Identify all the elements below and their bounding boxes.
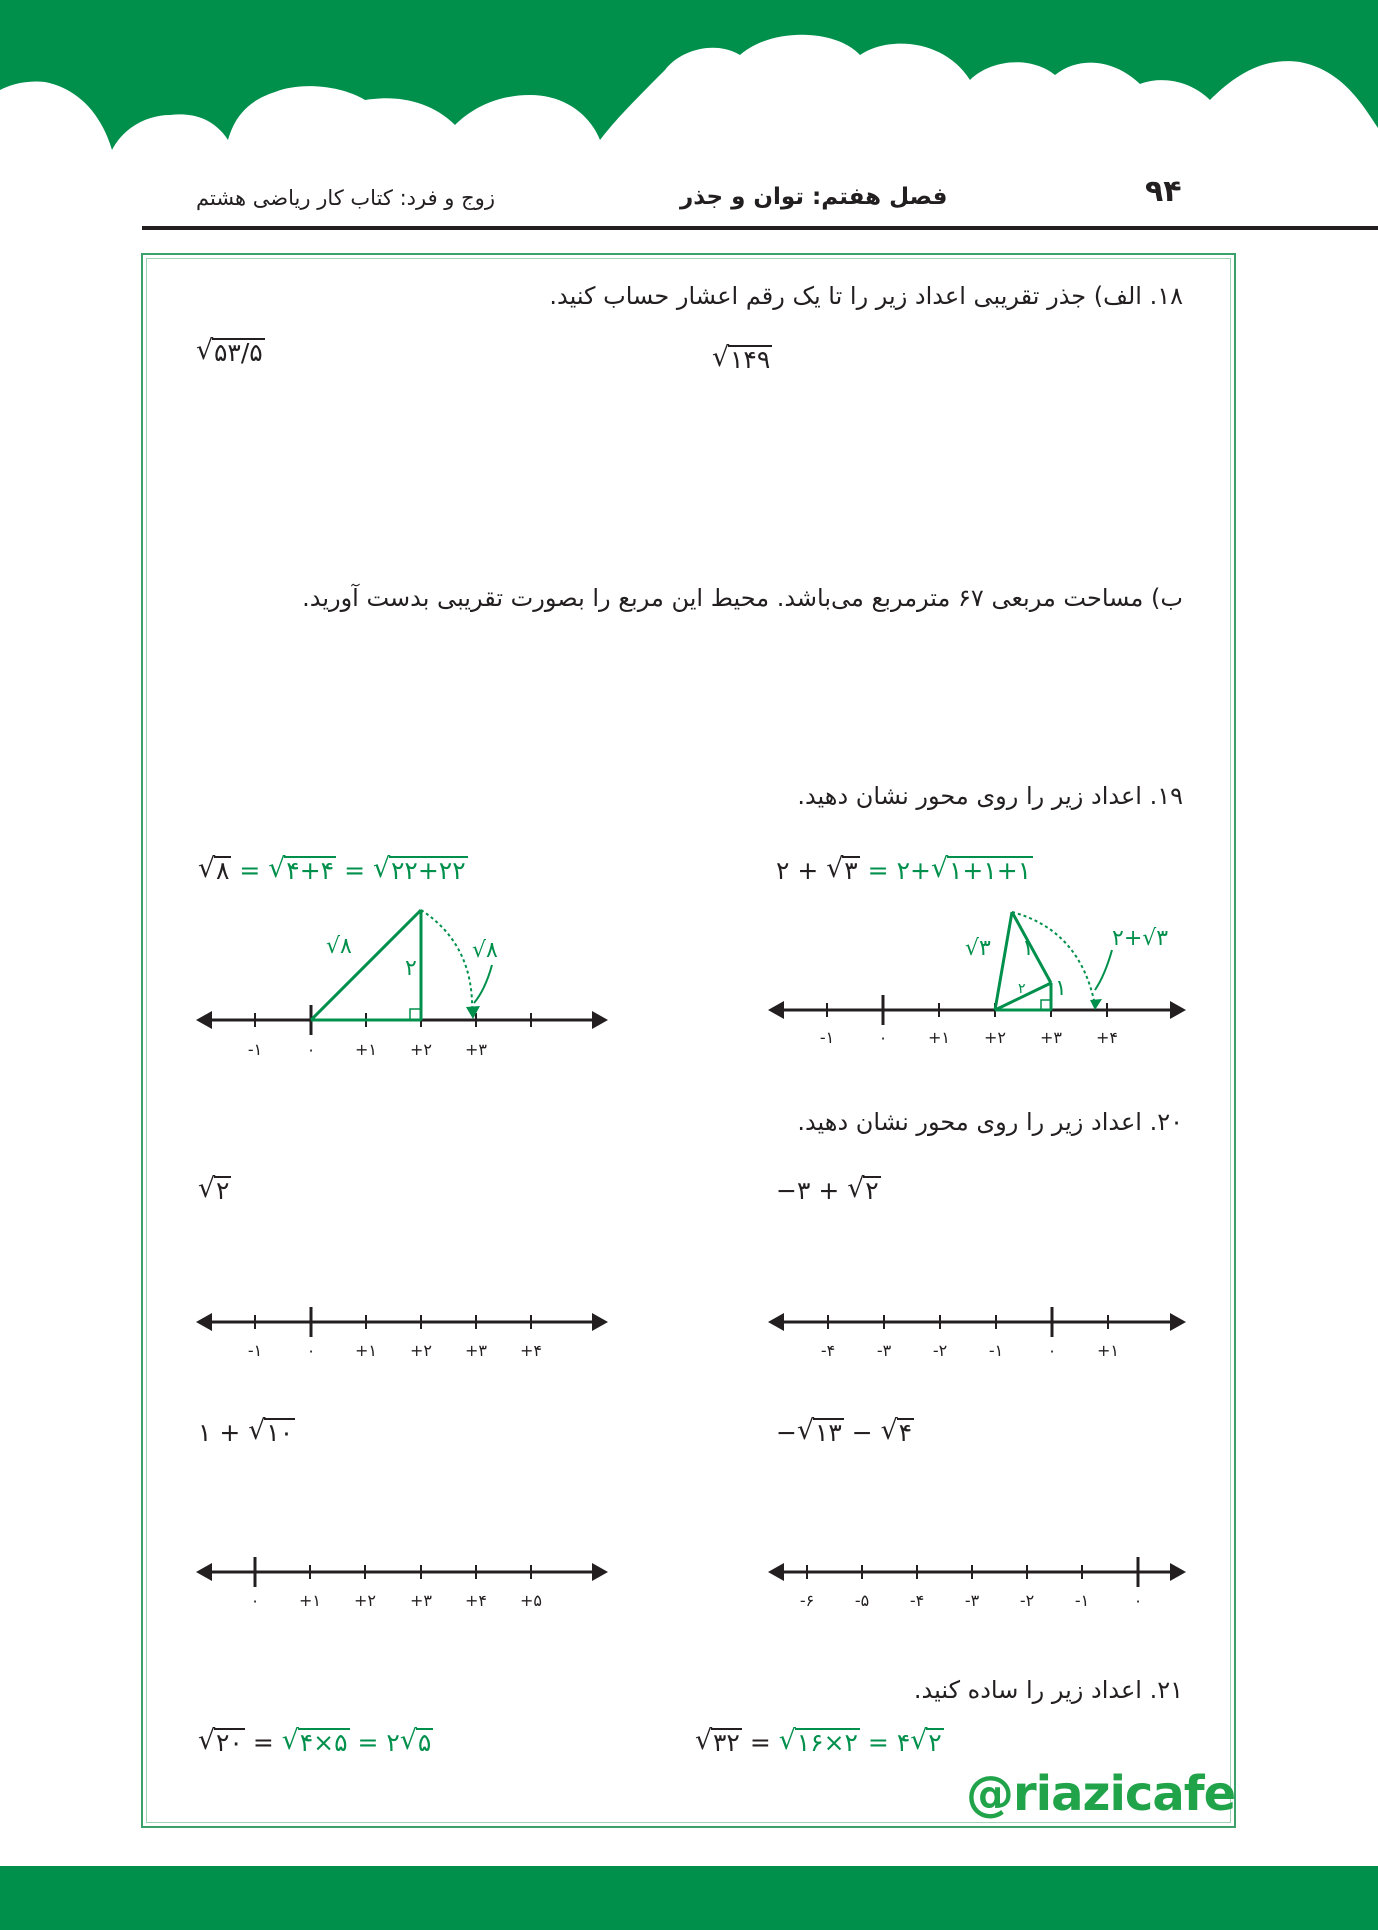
tick-label: ۰ bbox=[1047, 1341, 1057, 1360]
watermark-handle: @riazicafe bbox=[966, 1766, 1236, 1822]
header-rule bbox=[142, 226, 1378, 230]
book-title: زوج و فرد: کتاب کار ریاضی هشتم bbox=[196, 186, 495, 210]
tick-label: +۱ bbox=[299, 1591, 321, 1610]
tick-label: +۴ bbox=[1096, 1028, 1118, 1047]
q20-d-expression: ۱ + √ ۱۰ bbox=[198, 1418, 295, 1447]
header-cloud-band bbox=[0, 0, 1378, 160]
q20-d-number-line bbox=[190, 1550, 620, 1620]
question-18b-text: ب) مساحت مربعی ۶۷ مترمربع می‌باشد. محیط این مربع را بصورت تقریبی بدست آورید. bbox=[302, 584, 1183, 612]
tick-label: ۰ bbox=[250, 1591, 260, 1610]
tick-label: -۶ bbox=[799, 1591, 815, 1610]
question-20-text: ۲۰. اعداد زیر را روی محور نشان دهید. bbox=[797, 1108, 1183, 1136]
tick-label: -۴ bbox=[820, 1341, 836, 1360]
q19-left-number-line bbox=[190, 895, 620, 1065]
inner-label: ۲ bbox=[1018, 981, 1026, 997]
q20-a-expression: −۳ + √ ۲ bbox=[776, 1176, 881, 1205]
tick-label: -۵ bbox=[854, 1591, 870, 1610]
hyp-label: √۳ bbox=[965, 936, 991, 961]
tick-label: +۲ bbox=[354, 1591, 376, 1610]
q18-item-149: √ ۱۴۹ bbox=[712, 345, 772, 374]
tick-label: -۱ bbox=[819, 1028, 835, 1047]
tick-label: +۳ bbox=[465, 1341, 487, 1360]
tick-label: +۳ bbox=[465, 1040, 487, 1059]
arc-label: ۲+√۳ bbox=[1112, 926, 1169, 951]
tick-label: -۳ bbox=[964, 1591, 980, 1610]
tick-label: +۵ bbox=[520, 1591, 542, 1610]
leg-label: ۱ bbox=[1055, 976, 1067, 1001]
tick-label: ۰ bbox=[1133, 1591, 1143, 1610]
hyp-label: √۸ bbox=[326, 934, 352, 959]
q20-b-number-line bbox=[190, 1300, 620, 1370]
tick-label: -۱ bbox=[1074, 1591, 1090, 1610]
q19-left-expression: √ ۸ = √ ۴+۴ = √ ۲۲+۲۲ bbox=[198, 856, 468, 885]
question-19-text: ۱۹. اعداد زیر را روی محور نشان دهید. bbox=[797, 782, 1183, 810]
tick-label: +۲ bbox=[984, 1028, 1006, 1047]
tick-label: +۲ bbox=[410, 1040, 432, 1059]
tick-label: -۳ bbox=[876, 1341, 892, 1360]
page-number: ۹۴ bbox=[1145, 174, 1182, 209]
q21-left-expression: √ ۲۰ = √ ۴×۵ = ۲√ ۵ bbox=[198, 1728, 433, 1757]
q19-right-expression: ۲ + √ ۳ = ۲+√ ۱+۱+۱ bbox=[776, 856, 1033, 885]
tick-label: +۴ bbox=[520, 1341, 542, 1360]
q19-right-number-line bbox=[760, 895, 1210, 1055]
question-18-text: ۱۸. الف) جذر تقریبی اعداد زیر را تا یک رقم اعشار حساب کنید. bbox=[549, 282, 1183, 310]
chapter-title: فصل هفتم: توان و جذر bbox=[680, 184, 948, 210]
tick-label: +۳ bbox=[410, 1591, 432, 1610]
tick-label: +۱ bbox=[355, 1341, 377, 1360]
tick-label: +۲ bbox=[410, 1341, 432, 1360]
tick-label: +۱ bbox=[1097, 1341, 1119, 1360]
leg-label: ۲ bbox=[405, 956, 417, 981]
tick-label: +۱ bbox=[928, 1028, 950, 1047]
q21-right-expression: √ ۳۲ = √ ۱۶×۲ = ۴√ ۲ bbox=[695, 1728, 944, 1757]
tick-label: -۱ bbox=[247, 1040, 263, 1059]
tick-label: -۱ bbox=[247, 1341, 263, 1360]
tick-label: +۴ bbox=[465, 1591, 487, 1610]
tick-label: +۱ bbox=[355, 1040, 377, 1059]
tick-label: -۲ bbox=[1019, 1591, 1035, 1610]
q20-c-expression: −√ ۱۳ − √ ۴ bbox=[776, 1418, 914, 1447]
arc-label: √۸ bbox=[472, 938, 498, 963]
q18-item-53-5: √ ۵۳/۵ bbox=[196, 338, 265, 367]
q20-b-expression: √ ۲ bbox=[198, 1176, 231, 1205]
tick-label: +۳ bbox=[1040, 1028, 1062, 1047]
leg-label: ۱ bbox=[1022, 936, 1034, 961]
q20-a-number-line bbox=[760, 1300, 1210, 1370]
question-21-text: ۲۱. اعداد زیر را ساده کنید. bbox=[913, 1676, 1183, 1704]
tick-label: ۰ bbox=[306, 1040, 316, 1059]
tick-label: ۰ bbox=[878, 1028, 888, 1047]
tick-label: -۱ bbox=[988, 1341, 1004, 1360]
tick-label: -۴ bbox=[909, 1591, 925, 1610]
tick-label: -۲ bbox=[932, 1341, 948, 1360]
q20-c-number-line bbox=[760, 1550, 1210, 1620]
footer-band bbox=[0, 1866, 1378, 1930]
tick-label: ۰ bbox=[306, 1341, 316, 1360]
